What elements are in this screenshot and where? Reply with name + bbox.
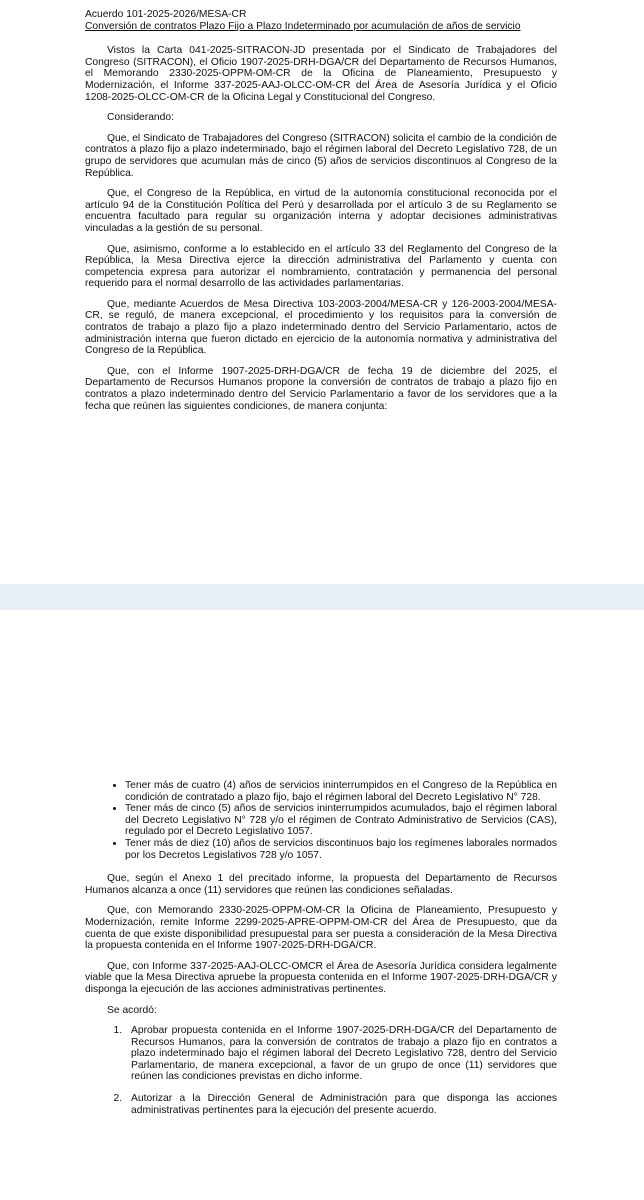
considerando-paragraph: Que, mediante Acuerdos de Mesa Directiva 103-2003-2004/MESA-CR y 126-2003-2004/MESA-CR, se reguló, de manera excepcional, el procedimiento y los requisitos para la conversión de contratos de trabajo a plazo fijo a plazo indeterminado dentro del Servicio Parlamentario, actos de administración interna que fueron dictado en ejercicio de la autonomía normativa y administrativa del Congreso de la República. (85, 298, 557, 357)
considerando-paragraph: Que, asimismo, conforme a lo establecido en el artículo 33 del Reglamento del Congreso de la República, la Mesa Directiva ejerce la dirección administrativa del Parlamento y cuenta con competencia expresa para autorizar el nombramiento, contratación y permanencia del personal requerido para el normal desarrollo de las actividades parlamentarias. (85, 243, 557, 290)
page-gap (0, 584, 644, 610)
condition-item: • Tener más de cuatro (4) años de servicios ininterrumpidos en el Congreso de la República en condición de contratado a plazo fijo, bajo el régimen laboral del Decreto Legislativo N° 728. (125, 780, 557, 803)
intro-paragraph: Vistos la Carta 041-2025-SITRACON-JD presentada por el Sindicato de Trabajadores del Congreso (SITRACON), el Oficio 1907-2025-DRH-DGA/CR del Departamento de Recursos Humanos, el Memorando 2330-2025-OPPM-OM-CR de la Oficina de Planeamiento, Presupuesto y Modernización, el Informe 337-2025-AAJ-OLCC-OM-CR del Área de Asesoría Jurídica y el Oficio 1208-2025-OLCC-OM-CR de la Oficina Legal y Constitucional del Congreso. (85, 45, 557, 103)
conditions-list (85, 780, 557, 861)
acordo-label: Se acordó: (107, 1004, 157, 1016)
condition-item: • Tener más de cinco (5) años de servicios ininterrumpidos acumulados, bajo el régimen laboral del Decreto Legislativo N° 728 y/o el régimen de Contrato Administrativo de Servicios (CAS), regulado por el Decreto Legislativo 1057. (125, 803, 557, 838)
agreement-subtitle: Conversión de contratos Plazo Fijo a Plazo Indeterminado por acumulación de años de servicio (85, 20, 521, 32)
considerando-paragraph: Que, según el Anexo 1 del precitado informe, la propuesta del Departamento de Recursos Humanos alcanza a once (11) servidores que reúnen las condiciones señaladas. (85, 873, 557, 896)
page-1-content (85, 9, 557, 421)
considerando-paragraph: Que, con el Informe 1907-2025-DRH-DGA/CR de fecha 19 de diciembre del 2025, el Departamento de Recursos Humanos propone la conversión de contratos de trabajo a plazo fijo en contratos a plazo indeterminado dentro del Servicio Parlamentario a favor de los servidores que a la fecha que reúnen las siguientes condiciones, de manera conjunta: (85, 365, 557, 412)
considerando-paragraph: Que, el Sindicato de Trabajadores del Congreso (SITRACON) solicita el cambio de la condición de contratos a plazo fijo a plazo indeterminado, bajo el régimen laboral del Decreto Legislativo 728, de un grupo de servidores que acumulan más de cinco (5) años de servicios discontinuos al Congreso de la República. (85, 132, 557, 179)
agreements-list (85, 1025, 557, 1116)
page-2-content (85, 780, 557, 1126)
condition-item: • Tener más de diez (10) años de servicios discontinuos bajo los regímenes laborales normados por los Decretos Legislativos 728 y/o 1057. (125, 838, 557, 861)
considerando-paragraph: Que, con Memorando 2330-2025-OPPM-OM-CR la Oficina de Planeamiento, Presupuesto y Modernización, remite Informe 2299-2025-APRE-OPPM-OM-CR del Área de Presupuesto, que da cuenta de que existe disponibilidad presupuestal para ser puesta a consideración de la Mesa Directiva la propuesta contenida en el Informe 1907-2025-DRH-DGA/CR. (85, 905, 557, 952)
agreement-item: 2. Autorizar a la Dirección General de Administración para que disponga las acciones administrativas pertinentes para la ejecución del presente acuerdo. (125, 1093, 557, 1116)
considerando-label: Considerando: (107, 112, 174, 124)
agreement-item: 1. Aprobar propuesta contenida en el Informe 1907-2025-DRH-DGA/CR del Departamento de Recursos Humanos, para la conversión de contratos de trabajo a plazo fijo en contratos a plazo indeterminado bajo el régimen laboral del Decreto Legislativo 728, dentro del Servicio Parlamentario, de manera excepcional, a favor de un grupo de once (11) servidores que reúnen las condiciones previstas en dicho informe. (125, 1025, 557, 1083)
considerando-paragraph: Que, con Informe 337-2025-AAJ-OLCC-OMCR el Área de Asesoría Jurídica considera legalmente viable que la Mesa Directiva apruebe la propuesta contenida en el Informe 1907-2025-DRH-DGA/CR y disponga la ejecución de las acciones administrativas pertinentes. (85, 960, 557, 995)
considerando-paragraph: Que, el Congreso de la República, en virtud de la autonomía constitucional reconocida por el artículo 94 de la Constitución Política del Perú y desarrollada por el artículo 3 de su Reglamento se encuentra facultado para regular su organización interna y adoptar decisiones administrativas vinculadas a la gestión de su personal. (85, 188, 557, 234)
agreement-title: Acuerdo 101-2025-2026/MESA-CR (85, 9, 247, 20)
